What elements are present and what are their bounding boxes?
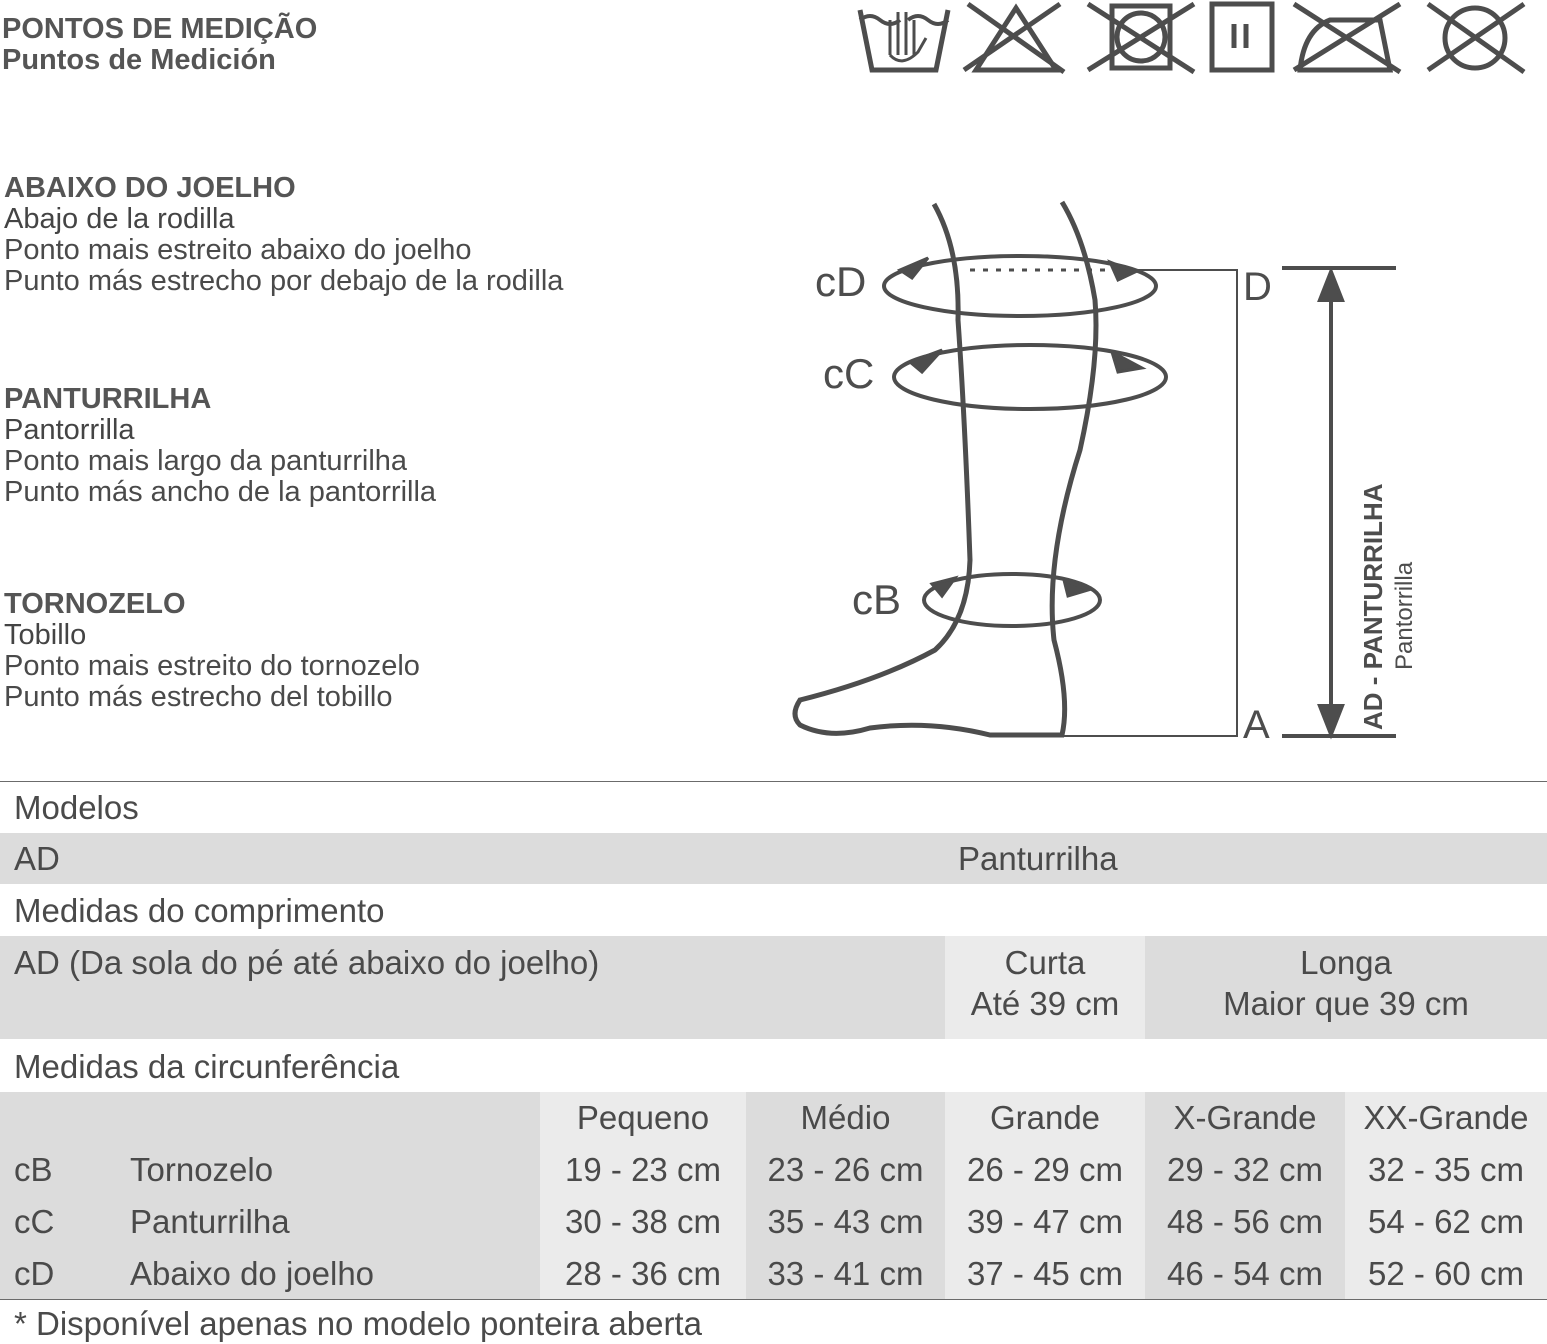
header-title-es: Puntos de Medición — [2, 44, 276, 76]
length-short-value: Até 39 cm — [970, 985, 1120, 1022]
vertical-title: AD - PANTURRILHA — [1358, 483, 1388, 730]
section-desc-pt: Ponto mais largo da panturrilha — [4, 445, 408, 477]
section-desc-es: Punto más estrecho por debajo de la rodilla — [4, 265, 564, 297]
table-bottom-rule — [0, 1299, 1547, 1300]
row-code: cC — [14, 1203, 55, 1240]
length-short-cell — [945, 936, 1145, 1039]
section-title-pt: TORNOZELO — [4, 588, 186, 620]
size-header-cell: XX-Grande — [1363, 1099, 1529, 1136]
vertical-subtitle: Pantorrilla — [1391, 561, 1418, 670]
size-header-cell: Pequeno — [576, 1099, 710, 1136]
no-iron-icon — [1294, 4, 1400, 72]
length-desc: AD (Da sola do pé até abaixo do joelho) — [14, 944, 600, 981]
circ-label: Medidas da circunferência — [14, 1048, 400, 1085]
size-header-cell: Médio — [800, 1099, 891, 1136]
label-D: D — [1243, 265, 1272, 309]
row-name: Panturrilha — [130, 1203, 290, 1240]
no-dry-clean-icon — [1428, 4, 1524, 72]
length-long-value: Maior que 39 cm — [1223, 985, 1469, 1022]
table-cell: 29 - 32 cm — [1167, 1151, 1323, 1188]
circ-header-row — [0, 1039, 1547, 1092]
table-cell: 48 - 56 cm — [1167, 1203, 1323, 1240]
section-title-es: Abajo de la rodilla — [4, 203, 235, 235]
page-header — [2, 14, 317, 76]
table-cell: 32 - 35 cm — [1368, 1151, 1524, 1188]
models-label: Modelos — [14, 789, 139, 826]
row-name: Abaixo do joelho — [130, 1255, 375, 1292]
table-cell: 19 - 23 cm — [565, 1151, 721, 1188]
length-row — [0, 936, 1547, 1039]
section-desc-pt: Ponto mais estreito do tornozelo — [4, 650, 420, 682]
hand-wash-icon — [860, 10, 948, 70]
arrow-cC-left — [910, 350, 942, 372]
model-row — [0, 833, 1547, 884]
arrow-cD-left — [900, 258, 928, 278]
label-A: A — [1243, 703, 1270, 747]
length-label: Medidas do comprimento — [14, 892, 385, 929]
section-desc-es: Punto más ancho de la pantorrilla — [4, 476, 437, 508]
row-code: cB — [14, 1151, 53, 1188]
size-header-cell: X-Grande — [1173, 1099, 1317, 1136]
dry-flat-shade-icon — [1212, 4, 1272, 70]
label-cD: cD — [815, 258, 867, 305]
section-ankle — [4, 589, 420, 713]
section-title-pt: ABAIXO DO JOELHO — [4, 172, 296, 204]
label-cC: cC — [823, 350, 875, 397]
length-long-name: Longa — [1300, 944, 1392, 981]
table-cell: 35 - 43 cm — [767, 1203, 924, 1240]
model-code: AD — [14, 840, 60, 877]
table-cell: 33 - 41 cm — [767, 1255, 924, 1292]
no-tumble-dry-icon — [1088, 4, 1194, 72]
table-cell: 37 - 45 cm — [967, 1255, 1123, 1292]
model-name: Panturrilha — [958, 840, 1118, 877]
section-title-pt: PANTURRILHA — [4, 383, 212, 415]
length-header-row — [0, 884, 1547, 936]
section-desc-pt: Ponto mais estreito abaixo do joelho — [4, 234, 472, 266]
table-cell: 26 - 29 cm — [967, 1151, 1123, 1188]
leg-measurement-diagram — [780, 190, 1430, 750]
table-cell: 54 - 62 cm — [1368, 1203, 1524, 1240]
section-below-knee — [4, 173, 563, 297]
header-title-pt: PONTOS DE MEDIÇÃO — [2, 13, 318, 45]
table-cell: 30 - 38 cm — [565, 1203, 721, 1240]
section-title-es: Tobillo — [4, 619, 87, 651]
circumference-table — [0, 1092, 1547, 1300]
section-calf — [4, 384, 436, 508]
footnote: * Disponível apenas no modelo ponteira aberta — [14, 1305, 702, 1342]
row-code: cD — [14, 1255, 55, 1292]
row-name: Tornozelo — [130, 1151, 274, 1188]
table-cell: 28 - 36 cm — [565, 1255, 721, 1292]
size-header-cell: Grande — [989, 1099, 1101, 1136]
section-desc-es: Punto más estrecho del tobillo — [4, 681, 393, 713]
models-row — [0, 782, 1547, 833]
length-desc-cell — [0, 936, 945, 1039]
length-short-name: Curta — [1004, 944, 1086, 981]
arrow-cB-left — [932, 578, 955, 596]
section-title-es: Pantorrilla — [4, 414, 135, 446]
table-cell: 39 - 47 cm — [967, 1203, 1123, 1240]
table-cell: 23 - 26 cm — [767, 1151, 924, 1188]
no-bleach-icon — [964, 4, 1064, 72]
care-icons — [856, 0, 1536, 80]
length-long-cell — [1145, 936, 1547, 1039]
table-cell: 52 - 60 cm — [1368, 1255, 1524, 1292]
table-cell: 46 - 54 cm — [1167, 1255, 1323, 1292]
label-cB: cB — [852, 576, 902, 623]
